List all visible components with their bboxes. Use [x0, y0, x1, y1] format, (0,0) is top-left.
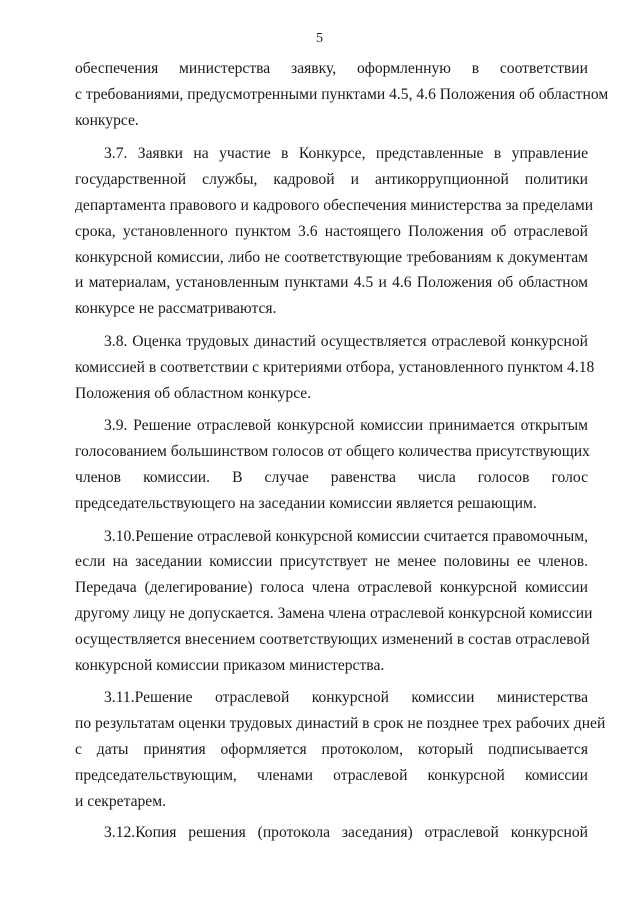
- page-number: 5: [316, 31, 323, 46]
- paragraph-line: 3.12.Копия решения (протокола заседания) отраслевой конкурсной: [104, 824, 588, 842]
- paragraph-line: осуществляется внесением соответствующих изменений в состав отраслевой: [75, 630, 590, 648]
- paragraph-line: другому лицу не допускается. Замена члена отраслевой конкурсной комиссии: [75, 604, 593, 622]
- paragraph-3-7: [75, 141, 594, 322]
- paragraph-line: срока, установленного пунктом 3.6 настоящего Положения об отраслевой: [75, 222, 588, 240]
- paragraph-line: конкурсе не рассматриваются.: [75, 300, 277, 318]
- paragraph-line: конкурсе.: [75, 111, 139, 129]
- paragraph-line: голосованием большинством голосов от общего количества присутствующих: [75, 443, 590, 461]
- paragraph-line: 3.8. Оценка трудовых династий осуществляется отраслевой конкурсной: [104, 332, 588, 350]
- paragraph-line: с требованиями, предусмотренными пунктами 4.5, 4.6 Положения об областном: [75, 85, 609, 103]
- paragraph-line: 3.11.Решение отраслевой конкурсной комиссии министерства: [104, 689, 588, 707]
- paragraph-line: обеспечения министерства заявку, оформленную в соответствии: [75, 60, 588, 77]
- paragraph-line: председательствующим, членами отраслевой конкурсной комиссии: [75, 766, 588, 784]
- paragraph-line: 3.10.Решение отраслевой конкурсной комиссии считается правомочным,: [104, 527, 588, 545]
- paragraph-3-10: [75, 524, 593, 679]
- paragraph-line: государственной службы, кадровой и антикоррупционной политики: [75, 171, 588, 189]
- paragraph-line: и секретарем.: [75, 792, 166, 810]
- paragraph-line: 3.9. Решение отраслевой конкурсной комиссии принимается открытым: [104, 417, 588, 435]
- document-body: [75, 56, 609, 846]
- paragraph-line: председательствующего на заседании комиссии является решающим.: [75, 494, 537, 512]
- paragraph-line: с даты принятия оформляется протоколом, который подписывается: [75, 740, 588, 758]
- paragraph-3-11: [75, 685, 606, 814]
- paragraph-3-8: [75, 329, 595, 406]
- paragraph-3-9: [75, 413, 588, 516]
- paragraph-line: по результатам оценки трудовых династий в срок не позднее трех рабочих дней: [75, 715, 606, 733]
- paragraph-line: департамента правового и кадрового обеспечения министерства за пределами: [75, 196, 594, 214]
- paragraph-line: конкурсной комиссии приказом министерства.: [75, 656, 385, 674]
- paragraph-line: Передача (делегирование) голоса члена отраслевой конкурсной комиссии: [75, 579, 588, 597]
- paragraph-3-12: [75, 820, 588, 846]
- paragraph-line: если на заседании комиссии присутствует не менее половины ее членов.: [75, 553, 588, 571]
- paragraph-line: конкурсной комиссии, либо не соответствующие требованиям к документам: [75, 248, 588, 266]
- paragraph-cont: [75, 56, 609, 133]
- paragraph-line: Положения об областном конкурсе.: [75, 384, 312, 402]
- paragraph-line: и материалам, установленным пунктами 4.5 и 4.6 Положения об областном: [75, 274, 588, 292]
- paragraph-line: членов комиссии. В случае равенства числа голосов голос: [75, 468, 588, 486]
- paragraph-line: 3.7. Заявки на участие в Конкурсе, представленные в управление: [104, 145, 588, 163]
- paragraph-line: комиссией в соответствии с критериями отбора, установленного пунктом 4.18: [75, 358, 595, 376]
